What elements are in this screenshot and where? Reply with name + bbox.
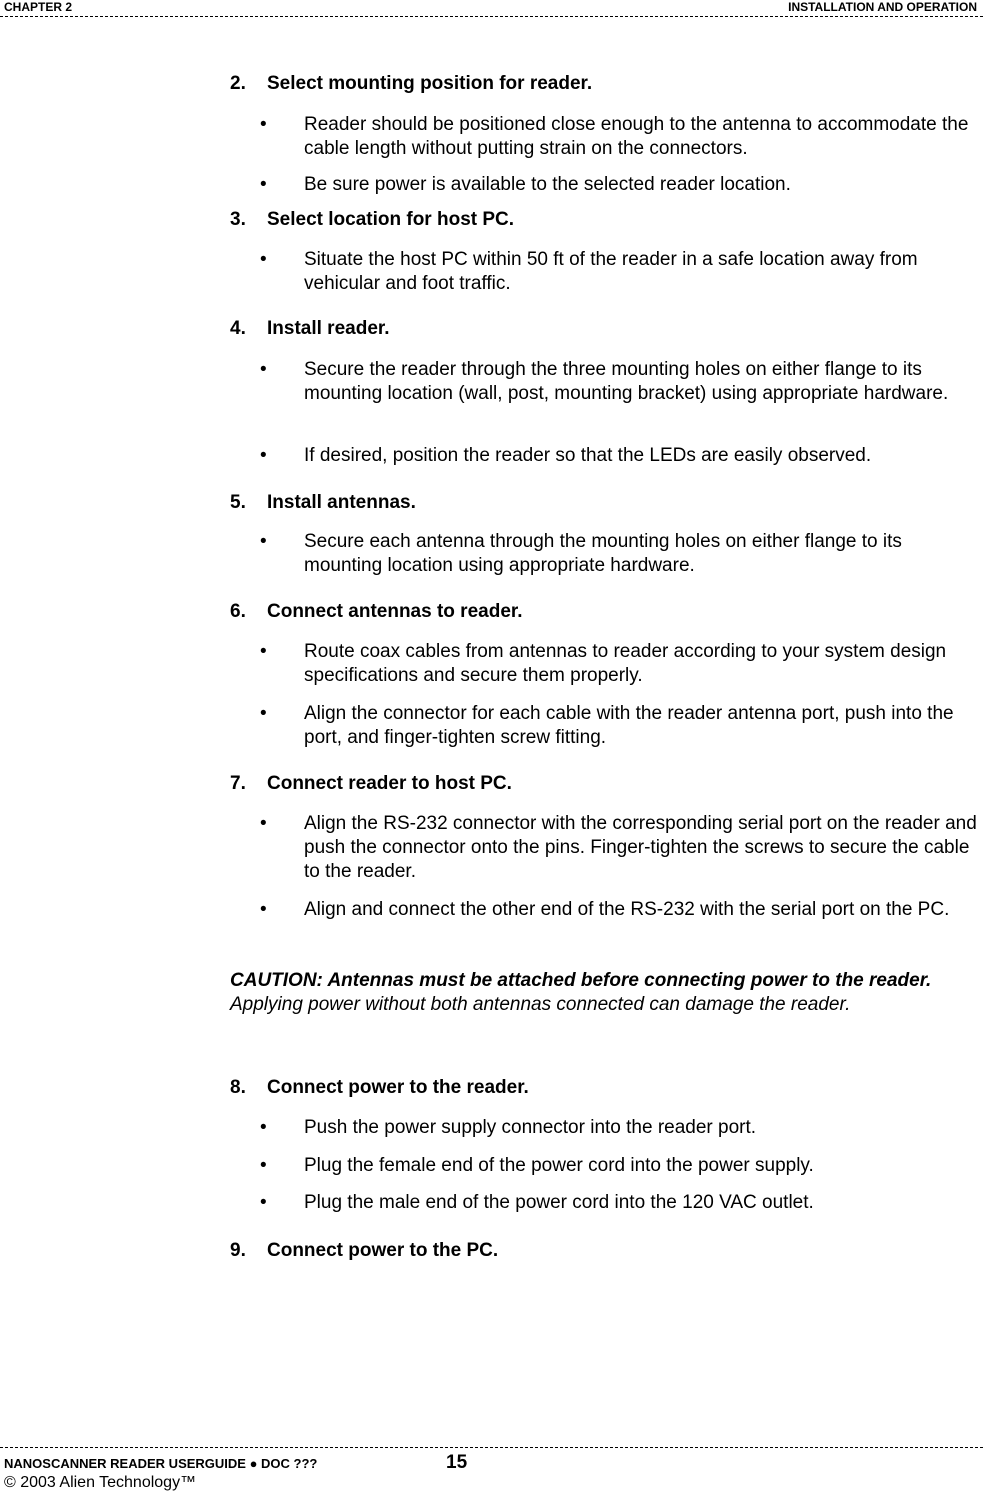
step-heading: 3. Select location for host PC. — [230, 209, 515, 230]
bullet-item: • Plug the male end of the power cord into the 120 VAC outlet. — [260, 1192, 814, 1213]
caution-note — [230, 969, 970, 1017]
step-heading: 9. Connect power to the PC. — [230, 1240, 499, 1261]
bullet-item: • Reader should be positioned close enough to the antenna to accommodate the cable length without putting strain on the connectors. — [260, 114, 969, 159]
step-heading: 8. Connect power to the reader. — [230, 1077, 529, 1098]
step-heading: 5. Install antennas. — [230, 492, 416, 513]
header-divider — [0, 16, 983, 17]
step-heading: 6. Connect antennas to reader. — [230, 601, 523, 622]
bullet-item: • Push the power supply connector into the reader port. — [260, 1117, 757, 1138]
bullet-item: • Situate the host PC within 50 ft of the reader in a safe location away from vehicular and foot traffic. — [260, 249, 918, 294]
bullet-item: • Align the RS-232 connector with the corresponding serial port on the reader and push the connector onto the pins. Finger-tighten the screws to secure the cable to the reader. — [260, 813, 977, 882]
footer-divider — [0, 1447, 983, 1448]
bullet-item: • Secure each antenna through the mounting holes on either flange to its mounting location using appropriate hardware. — [260, 531, 902, 576]
bullet-item: • Align the connector for each cable with the reader antenna port, push into the port, and finger-tighten screw fitting. — [260, 703, 954, 748]
caution-detail: Applying power without both antennas connected can damage the reader. — [230, 994, 851, 1015]
step-heading: 4. Install reader. — [230, 318, 390, 339]
step-heading: 2. Select mounting position for reader. — [230, 73, 593, 94]
copyright: © 2003 Alien Technology™ — [4, 1474, 197, 1491]
step-heading: 7. Connect reader to host PC. — [230, 773, 512, 794]
footer-doc-title: NANOSCANNER READER USERGUIDE ● DOC ??? — [4, 1456, 318, 1471]
chapter-label: CHAPTER 2 — [4, 0, 73, 14]
bullet-item: • Align and connect the other end of the RS-232 with the serial port on the PC. — [260, 899, 950, 920]
section-label: INSTALLATION AND OPERATION — [788, 0, 977, 14]
bullet-item: • Secure the reader through the three mounting holes on either flange to its mounting location (wall, post, mounting bracket) using appropriate hardware. — [260, 359, 949, 404]
bullet-item: • Plug the female end of the power cord into the power supply. — [260, 1155, 814, 1176]
bullet-item: • Route coax cables from antennas to reader according to your system design specifications and secure them properly. — [260, 641, 947, 686]
bullet-item: • If desired, position the reader so that the LEDs are easily observed. — [260, 445, 872, 466]
caution-emphasis: CAUTION: Antennas must be attached before connecting power to the reader. — [230, 970, 932, 991]
page-number: 15 — [446, 1452, 468, 1473]
bullet-item: • Be sure power is available to the selected reader location. — [260, 174, 791, 195]
